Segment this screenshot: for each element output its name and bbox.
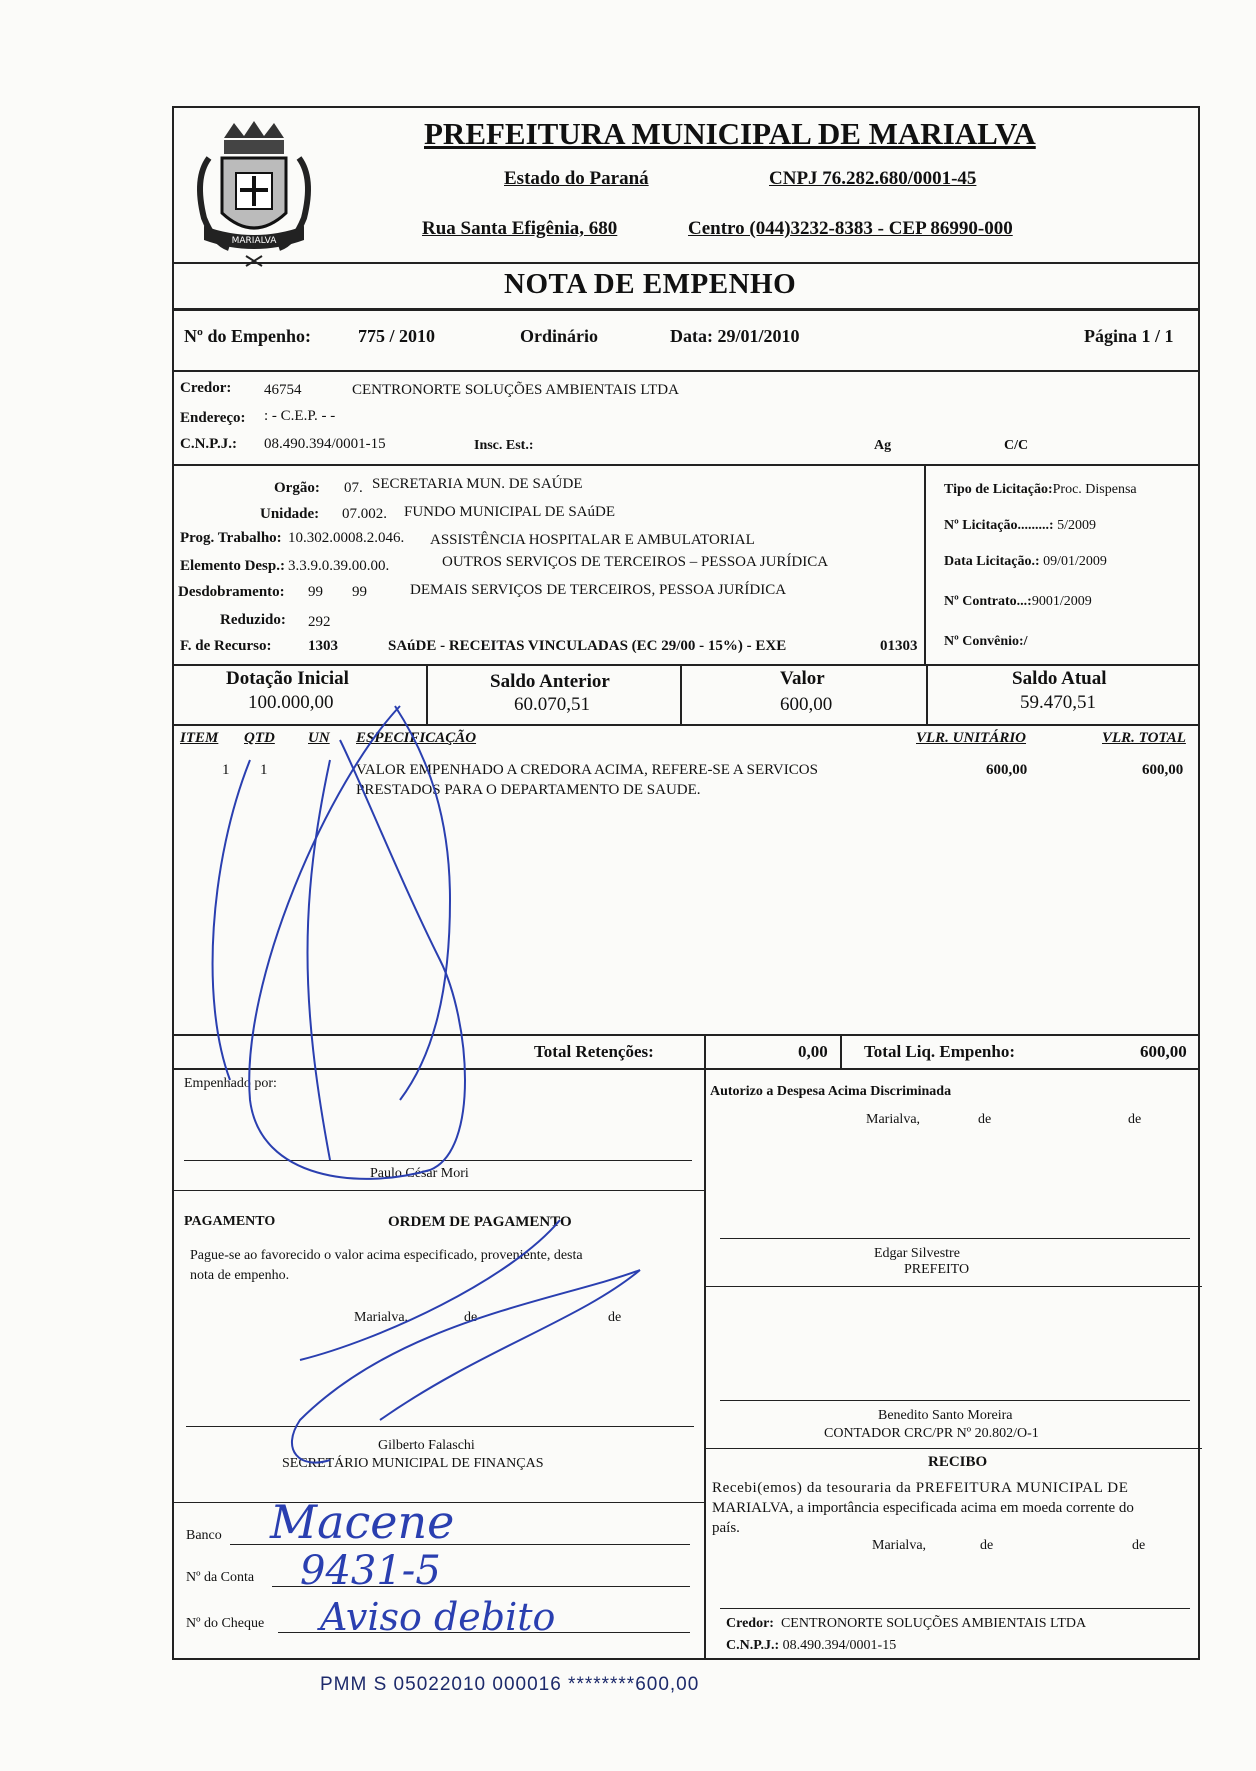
prog-name: ASSISTÊNCIA HOSPITALAR E AMBULATORIAL <box>430 532 755 548</box>
convenio-label: Nº Convênio:/ <box>944 634 1028 649</box>
handwritten-banco: Macene <box>270 1495 455 1549</box>
header-contact: Centro (044)3232-8383 - CEP 86990-000 <box>688 218 1013 239</box>
empenhado-label: Empenhado por: <box>184 1076 277 1091</box>
pagamento-de1: de <box>464 1310 478 1325</box>
recibo-cnpj: 08.490.394/0001-15 <box>782 1638 897 1653</box>
col-vlr-total: VLR. TOTAL <box>1102 730 1186 746</box>
valor-label: Valor <box>780 668 825 689</box>
svg-text:MARIALVA: MARIALVA <box>231 236 277 246</box>
header-cnpj: CNPJ 76.282.680/0001-45 <box>769 168 977 189</box>
coat-of-arms-icon <box>184 118 324 268</box>
recibo-city: Marialva, <box>872 1538 927 1553</box>
saldo-anterior-value: 60.070,51 <box>514 694 590 715</box>
unidade-label: Unidade: <box>260 506 320 522</box>
empenho-date: Data: 29/01/2010 <box>670 326 800 346</box>
empenhado-name: Paulo César Mori <box>370 1166 469 1181</box>
data-licitacao-label: Data Licitação.: <box>944 554 1040 569</box>
handwritten-cheque: Aviso debito <box>320 1595 556 1639</box>
dotacao-label: Dotação Inicial <box>226 668 349 689</box>
credor-label: Credor: <box>180 380 232 396</box>
pagamento-city: Marialva, <box>354 1310 409 1325</box>
saldo-atual-label: Saldo Atual <box>1012 668 1107 689</box>
insc-label: Insc. Est.: <box>474 438 534 453</box>
data-licitacao-value: 09/01/2009 <box>1043 554 1107 569</box>
recurso-code2: 01303 <box>880 638 918 654</box>
recibo-title: RECIBO <box>928 1454 988 1470</box>
endereco-label: Endereço: <box>180 410 246 426</box>
dotacao-value: 100.000,00 <box>248 692 334 713</box>
ag-label: Ag <box>874 438 892 453</box>
desdobramento-name: DEMAIS SERVIÇOS DE TERCEIROS, PESSOA JURÍDICA <box>410 582 787 598</box>
row-unit: 600,00 <box>986 762 1028 778</box>
contador-name: Benedito Santo Moreira <box>878 1408 1013 1423</box>
row-qtd: 1 <box>260 762 268 778</box>
num-licitacao-value: 5/2009 <box>1057 518 1096 533</box>
total-liquido-label: Total Liq. Empenho: <box>864 1042 1015 1061</box>
secretario-name: Gilberto Falaschi <box>378 1438 475 1453</box>
saldo-atual-value: 59.470,51 <box>1020 692 1096 713</box>
total-retencoes-label: Total Retenções: <box>534 1042 654 1061</box>
saldo-anterior-label: Saldo Anterior <box>490 671 610 692</box>
tipo-licitacao-label: Tipo de Licitação: <box>944 482 1053 497</box>
cheque-label: Nº do Cheque <box>186 1616 265 1631</box>
recibo-text1: Recebi(emos) da tesouraria da PREFEITURA MUNICIPAL DE <box>712 1480 1129 1496</box>
desdobramento-code2: 99 <box>352 584 367 600</box>
cnpj-value: 08.490.394/0001-15 <box>264 436 386 452</box>
reduzido-value: 292 <box>308 614 331 630</box>
pagamento-text1: Pague-se ao favorecido o valor acima especificado, proveniente, desta <box>190 1248 583 1263</box>
elemento-code: 3.3.9.0.39.00.00. <box>288 558 390 574</box>
recurso-name: SAúDE - RECEITAS VINCULADAS (EC 29/00 - 15%) - EXE <box>388 638 787 654</box>
document-title: NOTA DE EMPENHO <box>504 268 797 300</box>
desdobramento-code1: 99 <box>308 584 323 600</box>
empenho-form <box>172 106 1200 1660</box>
pagamento-label: PAGAMENTO <box>184 1214 276 1229</box>
elemento-label: Elemento Desp.: <box>180 558 285 574</box>
col-especificacao: ESPECIFICAÇÃO <box>356 730 477 746</box>
tipo-licitacao-value: Proc. Dispensa <box>1052 482 1137 497</box>
recurso-label: F. de Recurso: <box>180 638 272 654</box>
autorizo-de1: de <box>978 1112 992 1127</box>
ordem-pagamento-label: ORDEM DE PAGAMENTO <box>388 1214 572 1230</box>
conta-label: Nº da Conta <box>186 1570 255 1585</box>
banco-label: Banco <box>186 1528 222 1543</box>
cc-label: C/C <box>1004 438 1029 453</box>
credor-code: 46754 <box>264 382 302 398</box>
pagamento-de2: de <box>608 1310 622 1325</box>
row-spec-line2: PRESTADOS PARA O DEPARTAMENTO DE SAUDE. <box>356 782 701 798</box>
contador-role: CONTADOR CRC/PR Nº 20.802/O-1 <box>824 1426 1039 1441</box>
handwritten-conta: 9431-5 <box>300 1548 441 1594</box>
empenho-page: Página 1 / 1 <box>1084 326 1174 346</box>
recibo-credor: CENTRONORTE SOLUÇÕES AMBIENTAIS LTDA <box>780 1616 1087 1631</box>
recibo-text2: MARIALVA, a importância especificada acima em moeda corrente do <box>712 1500 1134 1516</box>
orgao-code: 07. <box>344 480 363 496</box>
credor-name: CENTRONORTE SOLUÇÕES AMBIENTAIS LTDA <box>352 382 679 398</box>
total-liquido-value: 600,00 <box>1140 1042 1187 1061</box>
prefeito-name: Edgar Silvestre <box>874 1246 960 1261</box>
autorizo-de2: de <box>1128 1112 1142 1127</box>
recibo-de1: de <box>980 1538 994 1553</box>
orgao-label: Orgão: <box>274 480 320 496</box>
header-title: PREFEITURA MUNICIPAL DE MARIALVA <box>424 116 1036 151</box>
contrato-value: 9001/2009 <box>1031 594 1092 609</box>
endereco-value: : - C.E.P. - - <box>264 408 336 424</box>
col-qtd: QTD <box>244 730 275 746</box>
empenho-type: Ordinário <box>520 326 599 346</box>
reduzido-label: Reduzido: <box>220 612 286 628</box>
elemento-name: OUTROS SERVIÇOS DE TERCEIROS – PESSOA JURÍDICA <box>442 554 829 570</box>
cnpj-label: C.N.P.J.: <box>180 436 237 452</box>
autorizo-city: Marialva, <box>866 1112 921 1127</box>
empenho-number-label: Nº do Empenho: <box>184 326 311 346</box>
recurso-code: 1303 <box>308 638 338 654</box>
recibo-cnpj-label: C.N.P.J.: <box>726 1638 780 1653</box>
pagamento-text2: nota de empenho. <box>190 1268 290 1283</box>
unidade-code: 07.002. <box>342 506 387 522</box>
autorizo-label: Autorizo a Despesa Acima Discriminada <box>710 1084 952 1099</box>
payment-stamp: PMM S 05022010 000016 ********600,00 <box>320 1674 700 1695</box>
prefeito-role: PREFEITO <box>904 1262 970 1277</box>
col-item: ITEM <box>180 730 219 746</box>
secretario-role: SECRETÁRIO MUNICIPAL DE FINANÇAS <box>282 1456 544 1471</box>
header-state: Estado do Paraná <box>504 168 649 189</box>
desdobramento-label: Desdobramento: <box>178 584 285 600</box>
header-address: Rua Santa Efigênia, 680 <box>422 218 618 239</box>
recibo-credor-label: Credor: <box>726 1616 774 1631</box>
col-un: UN <box>308 730 330 746</box>
row-spec-line1: VALOR EMPENHADO A CREDORA ACIMA, REFERE-SE A SERVICOS <box>356 762 818 778</box>
col-vlr-unitario: VLR. UNITÁRIO <box>916 730 1027 746</box>
orgao-name: SECRETARIA MUN. DE SAÚDE <box>372 476 583 492</box>
prog-code: 10.302.0008.2.046. <box>288 530 405 546</box>
prog-label: Prog. Trabalho: <box>180 530 282 546</box>
num-licitacao-label: Nº Licitação.........: <box>944 518 1054 533</box>
unidade-name: FUNDO MUNICIPAL DE SAúDE <box>404 504 615 520</box>
recibo-text3: país. <box>712 1520 740 1536</box>
row-total: 600,00 <box>1142 762 1184 778</box>
valor-value: 600,00 <box>780 694 833 715</box>
recibo-de2: de <box>1132 1538 1146 1553</box>
total-retencoes-value: 0,00 <box>798 1042 828 1061</box>
empenho-number: 775 / 2010 <box>358 326 436 346</box>
row-item: 1 <box>222 762 230 778</box>
contrato-label: Nº Contrato...: <box>944 594 1032 609</box>
